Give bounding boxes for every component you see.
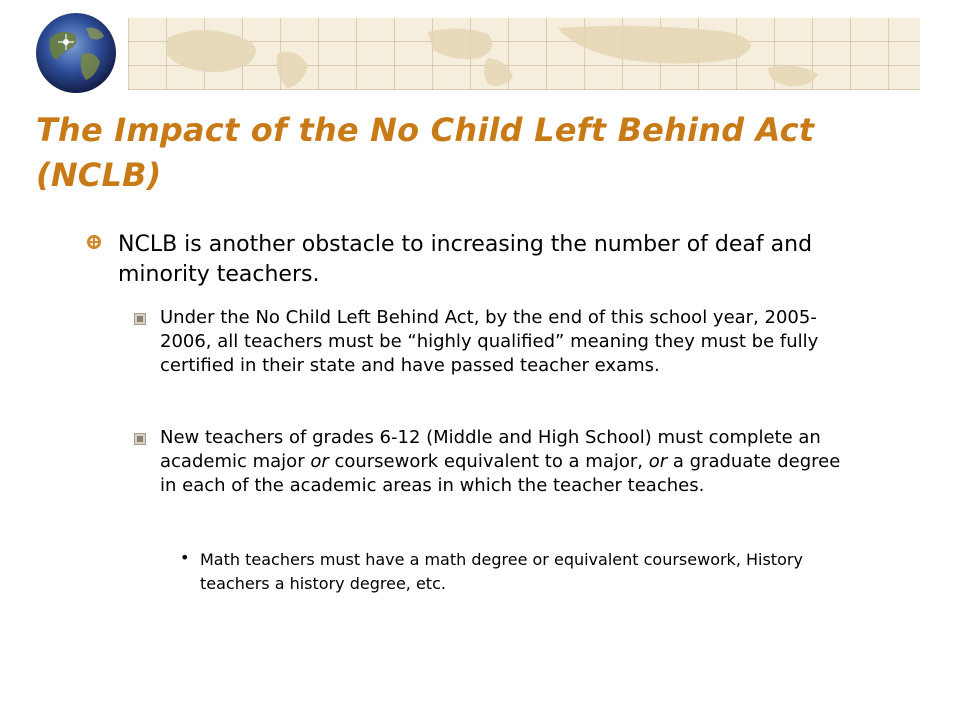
sub-bullet-2 xyxy=(160,426,860,498)
sub-bullet-2-part1: New teachers of grades 6-12 (Middle and High School) must complete an academic major xyxy=(160,427,821,472)
dot-bullet: • xyxy=(180,548,190,567)
sub-bullet-2-part2: coursework equivalent to a major, xyxy=(328,451,649,472)
world-map-icon xyxy=(128,18,920,90)
or-emphasis-2: or xyxy=(648,451,668,472)
sub-bullet-1: Under the No Child Left Behind Act, by the end of this school year, 2005-2006, all teachers must be “highly qualified” meaning they must be fully certified in their state and have passed teacher exams. xyxy=(160,307,819,376)
globe-icon xyxy=(28,8,128,98)
square-bullet-icon xyxy=(134,430,146,449)
sub-sub-bullet-1: Math teachers must have a math degree or equivalent coursework, History teachers a history degree, etc. xyxy=(200,550,803,593)
compass-bullet-icon xyxy=(86,234,102,254)
or-emphasis-1: or xyxy=(310,451,329,472)
sub-bullet-2-part3: a graduate degree in each of the academic areas in which the teacher teaches. xyxy=(160,451,841,496)
bullet-point-1: NCLB is another obstacle to increasing the number of deaf and minority teachers. xyxy=(118,232,813,287)
square-bullet-icon xyxy=(134,310,146,329)
world-map-banner xyxy=(128,18,920,90)
slide-title: The Impact of the No Child Left Behind Act (NCLB) xyxy=(36,111,815,194)
